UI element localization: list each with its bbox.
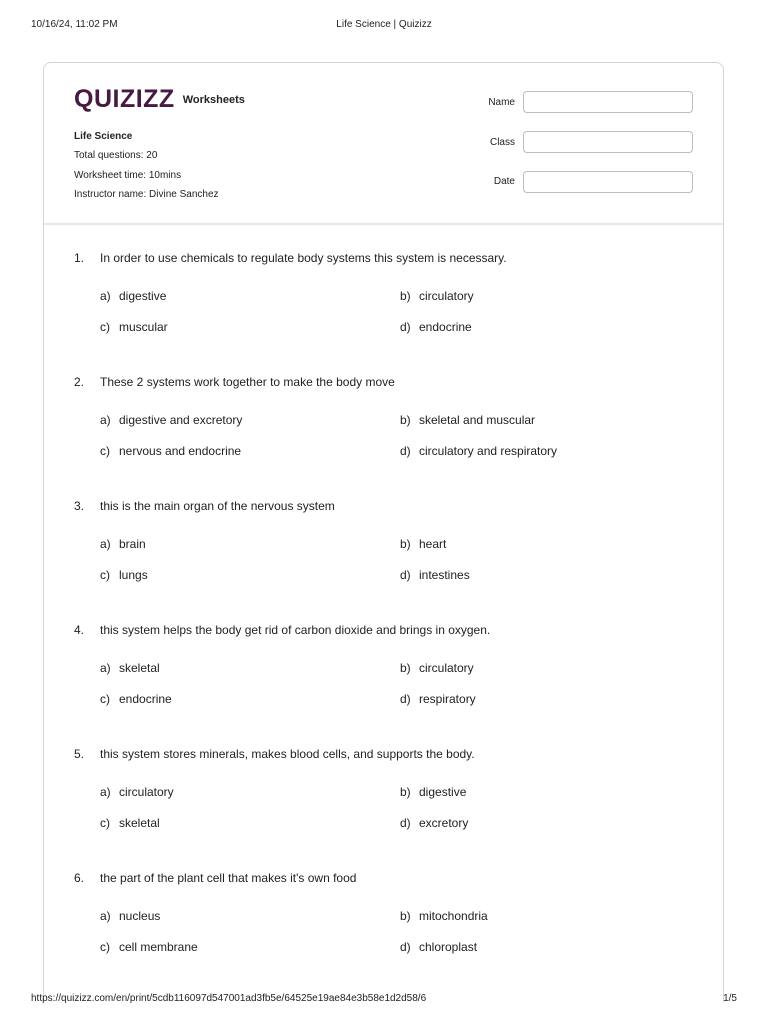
print-date: 10/16/24, 11:02 PM <box>31 19 118 30</box>
option-b[interactable] <box>400 413 535 427</box>
option-text: excretory <box>419 816 469 830</box>
quizizz-logo: QUIZIZZ <box>74 85 175 113</box>
worksheet-subject: Life Science <box>74 131 133 142</box>
option-d[interactable] <box>400 940 477 954</box>
question-number: 6. <box>74 871 85 885</box>
option-text: skeletal <box>119 816 160 830</box>
option-text: circulatory <box>119 785 174 799</box>
option-a[interactable] <box>100 785 174 799</box>
class-label: Class <box>489 137 515 148</box>
option-text: circulatory <box>419 661 474 675</box>
option-text: digestive and excretory <box>119 413 243 427</box>
question-text: this system helps the body get rid of carbon dioxide and brings in oxygen. <box>100 623 491 637</box>
option-b[interactable] <box>400 537 446 551</box>
option-letter: b) <box>400 413 411 427</box>
option-text: nervous and endocrine <box>119 444 242 458</box>
option-letter: d) <box>400 940 411 954</box>
page-url: https://quizizz.com/en/print/5cdb116097d547001ad3fb5e/64525e19ae84e3b58e1d2d58/6 <box>31 993 427 1004</box>
option-d[interactable] <box>400 444 557 458</box>
print-footer <box>31 993 737 1007</box>
option-letter: a) <box>100 909 111 923</box>
option-a[interactable] <box>100 661 160 675</box>
question-number: 4. <box>74 623 85 637</box>
option-text: muscular <box>119 320 168 334</box>
option-letter: a) <box>100 289 111 303</box>
option-a[interactable] <box>100 537 146 551</box>
option-c[interactable] <box>100 568 148 582</box>
question-text: this is the main organ of the nervous system <box>100 499 335 513</box>
total-questions: Total questions: 20 <box>74 150 158 162</box>
option-text: circulatory <box>419 289 474 303</box>
name-field[interactable] <box>523 91 693 113</box>
option-letter: b) <box>400 289 411 303</box>
option-text: digestive <box>119 289 167 303</box>
question-number: 5. <box>74 747 85 761</box>
option-letter: a) <box>100 661 111 675</box>
worksheet-card <box>43 62 724 1002</box>
option-letter: c) <box>100 568 110 582</box>
worksheet-time: Worksheet time: 10mins <box>74 169 182 181</box>
option-letter: b) <box>400 909 411 923</box>
question-number: 2. <box>74 375 85 389</box>
option-text: circulatory and respiratory <box>419 444 558 458</box>
option-letter: c) <box>100 816 110 830</box>
option-c[interactable] <box>100 320 168 334</box>
option-letter: b) <box>400 537 411 551</box>
question-text: These 2 systems work together to make the body move <box>100 375 395 389</box>
option-letter: c) <box>100 692 110 706</box>
option-text: brain <box>119 537 146 551</box>
option-letter: d) <box>400 816 411 830</box>
option-text: respiratory <box>419 692 476 706</box>
option-a[interactable] <box>100 413 242 427</box>
option-text: heart <box>419 537 447 551</box>
option-letter: c) <box>100 940 110 954</box>
option-letter: b) <box>400 785 411 799</box>
class-field[interactable] <box>523 131 693 153</box>
option-d[interactable] <box>400 320 472 334</box>
option-d[interactable] <box>400 816 468 830</box>
option-c[interactable] <box>100 692 172 706</box>
option-letter: d) <box>400 568 411 582</box>
option-text: mitochondria <box>419 909 488 923</box>
option-letter: a) <box>100 413 111 427</box>
option-letter: b) <box>400 661 411 675</box>
print-title: Life Science | Quizizz <box>336 19 432 30</box>
option-c[interactable] <box>100 444 241 458</box>
question-text: In order to use chemicals to regulate body systems this system is necessary. <box>100 251 507 265</box>
option-letter: d) <box>400 692 411 706</box>
date-label: Date <box>493 176 515 187</box>
option-b[interactable] <box>400 661 474 675</box>
option-b[interactable] <box>400 289 474 303</box>
print-header <box>31 19 737 33</box>
date-field[interactable] <box>523 171 693 193</box>
option-c[interactable] <box>100 940 198 954</box>
question-text: the part of the plant cell that makes it's own food <box>100 871 357 885</box>
option-b[interactable] <box>400 785 466 799</box>
option-letter: c) <box>100 444 110 458</box>
option-text: skeletal and muscular <box>419 413 536 427</box>
instructor-name: Instructor name: Divine Sanchez <box>74 188 219 200</box>
worksheet-header <box>44 63 723 225</box>
worksheet-info <box>74 127 219 204</box>
option-letter: a) <box>100 785 111 799</box>
question-number: 1. <box>74 251 85 265</box>
name-label: Name <box>488 97 515 108</box>
question-text: this system stores minerals, makes blood cells, and supports the body. <box>100 747 475 761</box>
page-number: 1/5 <box>723 993 737 1004</box>
option-text: lungs <box>119 568 148 582</box>
question-number: 3. <box>74 499 85 513</box>
option-text: skeletal <box>119 661 160 675</box>
option-text: chloroplast <box>419 940 478 954</box>
option-text: nucleus <box>119 909 161 923</box>
option-b[interactable] <box>400 909 488 923</box>
option-text: intestines <box>419 568 470 582</box>
option-text: endocrine <box>119 692 172 706</box>
option-text: cell membrane <box>119 940 198 954</box>
option-letter: d) <box>400 320 411 334</box>
logo-subtitle: Worksheets <box>182 94 245 106</box>
option-a[interactable] <box>100 289 166 303</box>
option-a[interactable] <box>100 909 160 923</box>
option-d[interactable] <box>400 568 470 582</box>
option-letter: a) <box>100 537 111 551</box>
brand <box>74 85 245 113</box>
option-text: endocrine <box>419 320 472 334</box>
option-c[interactable] <box>100 816 160 830</box>
option-d[interactable] <box>400 692 476 706</box>
option-letter: c) <box>100 320 110 334</box>
option-text: digestive <box>419 785 467 799</box>
option-letter: d) <box>400 444 411 458</box>
